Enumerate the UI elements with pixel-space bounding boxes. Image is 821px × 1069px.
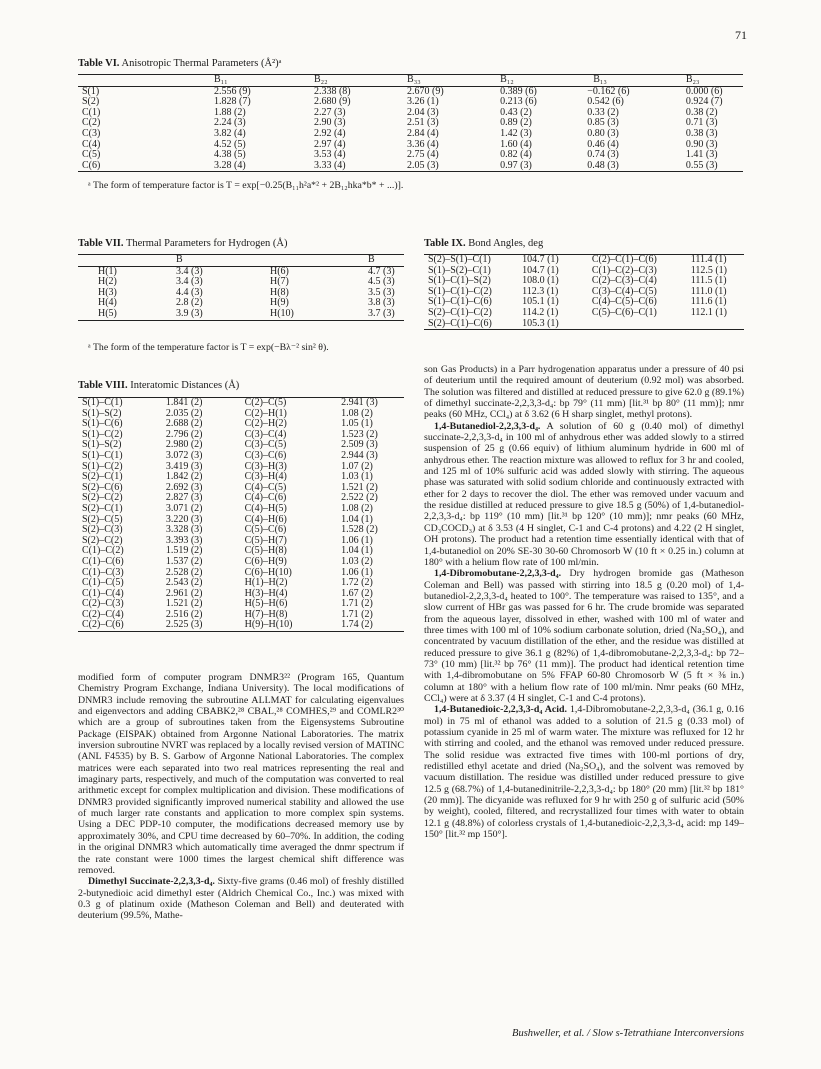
table-cell xyxy=(576,319,685,330)
table-cell: 2.961 (2) xyxy=(165,587,203,599)
table6-header: B₂₃ xyxy=(685,74,700,85)
table-cell: 111.5 (1) xyxy=(690,275,727,287)
table-cell: 104.7 (1) xyxy=(522,264,559,276)
table-cell: 111.0 (1) xyxy=(690,285,727,297)
table-cell: 2.543 (2) xyxy=(165,577,203,589)
table-cell: C(4) xyxy=(82,138,101,150)
table-row xyxy=(424,255,744,266)
table-row xyxy=(78,161,743,172)
table-cell: 1.03 (1) xyxy=(341,471,373,483)
table-cell: 2.338 (8) xyxy=(313,85,351,97)
table-cell: 0.43 (2) xyxy=(500,106,532,118)
table-cell: S(2)–C(1)–C(2) xyxy=(428,306,492,318)
table-cell: 104.7 (1) xyxy=(522,254,559,265)
table-row xyxy=(424,308,744,319)
table-cell: 0.85 (3) xyxy=(587,117,619,129)
table-cell: 0.97 (3) xyxy=(500,159,532,171)
table-cell: 3.4 (3) xyxy=(176,265,203,277)
table-cell: 0.71 (3) xyxy=(685,117,718,129)
table-cell: 1.42 (3) xyxy=(500,127,532,139)
paragraph-body: A solution of 60 g (0.40 mol) of dimethyl succinate-2,2,3,3-d₄ in 100 ml of anhydrous ether was added slowly to a stirred suspension of 25 g (0.66 equiv) of lithium aluminum hydride in 600 ml of anhydrous ether. The reaction mixture was allowed to reflux for 3 hr and cooled, and 125 ml of 10% sulfuric acid was added slowly with stirring. The aqueous phase was saturated with solid sodium chloride and continuously extracted with ether for 2 days to recover the diol. The ether was removed under vacuum and the residue distilled at reduced pressure to give 18.5 g (50%) of 1,4-butanediol-2,2,3,3-d₄: bp 119° (10 mm) [lit.³¹ bp 120° (10 mm)]; nmr peaks (60 MHz, CD₃COCD₃) at δ 3.53 (4 H singlet, C-1 and C-4 protons) and 4.22 (2 H singlet, OH protons). The product had a retention time essentially identical with that of 1,4-butanediol on 20% SE-30 30-60 Chromosorb W (10 ft × 0.25 in.) column at 180° with a helium flow rate of 100 ml/min. xyxy=(424,420,744,568)
table-cell: 4.38 (5) xyxy=(214,149,246,161)
table-cell: C(6)–H(9) xyxy=(244,555,287,567)
table-cell: 1.528 (2) xyxy=(341,524,378,536)
table-cell: C(1)–C(2)–C(3) xyxy=(591,264,657,276)
paragraph-body: Dry hydrogen bromide gas (Matheson Coleman and Bell) was passed with stirring into 18.5 g (0.20 mol) of 1,4-butanediol-2,2,3,3-d₄ heated to 100°. The temperature was raised to 135°, and a slow current of HBr gas was passed for 6 hr. The crude bromide was separated from the aqueous layer, dissolved in ether, washed with 100 ml of water and three times with 100 ml of 10% sodium carbonate solution, dried (Na₂SO₄), and concentrated by vacuum distillation of the ether, and the residue was distilled at reduced pressure to give 36.1 g (82%) of 1,4-dibromobutane-2,2,3,3-d₄: bp 72–73° (10 mm) [lit.³² bp 76° (11 mm)]. The product had identical retention time with 1,4-dibromobutane on 5% FFAP 60-80 Chromosorb W (5 ft × ⅜ in.) column at 180° with a helium flow rate of 100 ml/min. Nmr peaks (60 MHz, CCl₄) were at δ 3.37 (4 H singlet, C-1 and C-4 protons). xyxy=(424,568,744,704)
table-cell: 1.04 (1) xyxy=(341,545,373,557)
table-cell: 1.67 (2) xyxy=(341,587,373,599)
table-cell: S(1)–C(1)–S(2) xyxy=(428,275,491,287)
table-cell: 1.07 (2) xyxy=(341,460,373,472)
table-cell: 2.688 (2) xyxy=(165,418,203,430)
table-cell: 111.4 (1) xyxy=(690,254,727,265)
table-cell: 1.08 (2) xyxy=(341,502,373,514)
table-cell: S(2)–C(1)–C(6) xyxy=(428,317,492,329)
table-cell: C(2)–C(5) xyxy=(244,397,287,408)
table-cell: C(4)–H(6) xyxy=(244,513,287,525)
table-cell: C(1)–C(5) xyxy=(82,577,124,589)
table-cell: 1.521 (2) xyxy=(165,598,203,610)
table-cell: 3.36 (4) xyxy=(407,138,439,150)
table6-footnote: ᵃ The form of temperature factor is T = exp[−0.25(B₁₁h²a*² + 2B₁₂hka*b* + ...)]. xyxy=(88,180,404,191)
table-cell: 1.06 (1) xyxy=(341,566,373,578)
table-cell: S(1)–C(1) xyxy=(82,449,123,461)
table-cell: 2.84 (4) xyxy=(407,127,439,139)
table-cell: S(2)–C(2) xyxy=(82,534,123,546)
table-cell: C(3)–C(4)–C(5) xyxy=(591,285,657,297)
table-cell: 3.419 (3) xyxy=(165,460,203,472)
table-cell: 2.24 (3) xyxy=(214,117,246,129)
table6-body xyxy=(78,86,743,172)
table-cell: 1.60 (4) xyxy=(500,138,532,150)
table7-label: Table VII. xyxy=(78,238,124,249)
table-cell: 2.980 (2) xyxy=(165,439,203,451)
table-cell: 4.7 (3) xyxy=(368,265,395,277)
table-cell: 1.828 (7) xyxy=(214,96,251,108)
paragraph xyxy=(424,568,744,704)
table-row xyxy=(78,557,404,568)
table-cell: 3.8 (3) xyxy=(368,297,395,309)
table-cell: H(7) xyxy=(270,276,289,288)
table-cell: 0.74 (3) xyxy=(587,149,619,161)
table9-label: Table IX. xyxy=(424,238,466,249)
table-cell: H(1) xyxy=(98,265,117,277)
paragraph-body: Sixty-five grams (0.46 mol) of freshly distilled 2-butynedioic acid dimethyl ester (Aldrich Chemical Co., Inc.) was mixed with 0.3 g of platinum oxide (Matheson Coleman and Bell) and deuterated with deuterium (99.5%, Mathe- xyxy=(78,876,404,922)
table-cell: 3.82 (4) xyxy=(214,127,246,139)
table7-title xyxy=(78,238,288,249)
table-cell: C(3)–H(3) xyxy=(244,460,287,472)
table-cell: 3.220 (3) xyxy=(165,513,203,525)
table-cell: C(2) xyxy=(82,117,101,129)
table8-caption: Interatomic Distances (Å) xyxy=(130,380,240,391)
table-cell: S(1)–C(6) xyxy=(82,418,123,430)
table-cell: 2.827 (3) xyxy=(165,492,203,504)
table-cell: H(10) xyxy=(270,307,294,319)
table-cell: H(9) xyxy=(270,297,289,309)
table9-body xyxy=(424,255,744,330)
table-cell: 1.88 (2) xyxy=(214,106,246,118)
table-cell: C(6) xyxy=(82,159,101,171)
table7-header: B xyxy=(368,254,375,265)
table8-title xyxy=(78,380,239,391)
table-cell: 2.90 (3) xyxy=(313,117,346,129)
table-row xyxy=(78,277,404,288)
table-cell: 3.53 (4) xyxy=(313,149,346,161)
table-row xyxy=(78,288,404,299)
table8-body xyxy=(78,398,404,632)
table-cell: S(1)–C(1)–C(2) xyxy=(428,285,492,297)
table-cell: 2.516 (2) xyxy=(165,608,203,620)
table6-title xyxy=(78,58,282,69)
table6-label: Table VI. xyxy=(78,58,120,69)
table-cell: 4.52 (5) xyxy=(214,138,246,150)
table-cell: S(2)–C(5) xyxy=(82,513,123,525)
table-row xyxy=(78,309,404,320)
table-row xyxy=(78,298,404,309)
table6-header: B₁₃ xyxy=(593,74,607,85)
table-cell: 1.72 (2) xyxy=(341,577,373,589)
table-cell: H(8) xyxy=(270,286,289,298)
table-cell: 3.072 (3) xyxy=(165,449,203,461)
table-cell: 2.04 (3) xyxy=(407,106,439,118)
table7-footnote: ᵃ The form of the temperature factor is T = exp(−Bλ⁻² sin² θ). xyxy=(88,342,329,353)
table-cell: −0.162 (6) xyxy=(587,85,630,97)
table-cell: C(3)–C(5) xyxy=(244,439,287,451)
table-cell: 0.924 (7) xyxy=(685,96,723,108)
table-cell xyxy=(685,319,744,330)
table-cell: C(2)–C(1)–C(6) xyxy=(591,254,657,265)
table-cell: 2.941 (3) xyxy=(341,397,378,408)
table-cell: 0.38 (2) xyxy=(685,106,718,118)
table-cell: 0.80 (3) xyxy=(587,127,619,139)
table-cell: 0.82 (4) xyxy=(500,149,532,161)
table-cell: 2.670 (9) xyxy=(407,85,444,97)
table-cell: 108.0 (1) xyxy=(522,275,559,287)
table-cell: C(2)–C(4) xyxy=(82,608,124,620)
paragraph-heading: 1,4-Butanediol-2,2,3,3-d₄. xyxy=(434,420,541,432)
table-row xyxy=(424,319,744,330)
table-cell: 1.519 (2) xyxy=(165,545,203,557)
paragraph-body: 1,4-Dibromobutane-2,2,3,3-d₄ (36.1 g, 0.16 mol) in 75 ml of ethanol was added to a solution of 21.5 g (0.33 mol) of potassium cyanide in 25 ml of warm water. The mixture was refluxed for 12 hr with stirring and cooled, and the ethanol was removed under reduced pressure. The solid residue was extracted five times with 100-ml portions of dry, redistilled ethyl acetate and dried (Na₂SO₄), and the solvent was removed by vacuum distillation. The residue was distilled under reduced pressure to give 12.5 g (68.7%) of 1,4-butanedinitrile-2,2,3,3-d₄: bp 180° (20 mm) [lit.³² bp 181° (20 mm)]. The dicyanide was refluxed for 9 hr with 250 g of sulfuric acid (50% by weight), cooled, filtered, and recrystallized four times with water to obtain 12.1 g (48.8%) of colorless crystals of 1,4-butanedioic-2,2,3,3-d₄ acid: mp 149–150° [lit.³² mp 150°]. xyxy=(424,704,744,841)
table-cell: 3.5 (3) xyxy=(368,286,395,298)
table-cell: C(4)–C(5) xyxy=(244,481,287,493)
table-cell: C(6)–H(10) xyxy=(244,566,292,578)
table9-caption: Bond Angles, deg xyxy=(468,238,544,249)
table-cell: C(2)–H(2) xyxy=(244,418,287,430)
table-cell: 1.842 (2) xyxy=(165,471,203,483)
table-cell: C(1)–C(3) xyxy=(82,566,124,578)
table-cell: S(2)–C(2) xyxy=(82,492,123,504)
table-cell: 0.90 (3) xyxy=(685,138,718,150)
table-cell: S(1)–C(2) xyxy=(82,460,123,472)
table-cell: 3.393 (3) xyxy=(165,534,203,546)
table-cell: C(5)–H(8) xyxy=(244,545,287,557)
table-cell: 0.213 (6) xyxy=(500,96,537,108)
table-cell: 2.05 (3) xyxy=(407,159,439,171)
table-row xyxy=(78,451,404,462)
running-footer: Bushweller, et al. / Slow s-Tetrathiane Interconversions xyxy=(512,1028,744,1039)
table-cell: C(2)–H(1) xyxy=(244,407,287,419)
table7-header-row xyxy=(78,255,404,267)
table-cell: 3.4 (3) xyxy=(176,276,203,288)
page-number: 71 xyxy=(735,28,747,42)
table-cell: 1.05 (1) xyxy=(341,418,373,430)
paragraph-heading: 1,4-Butanedioic-2,2,3,3-d₄ Acid. xyxy=(434,704,567,716)
table-cell: S(2)–C(3) xyxy=(82,524,123,536)
table9-title xyxy=(424,238,543,249)
table-cell: 1.841 (2) xyxy=(165,397,203,408)
table-cell: C(4)–C(6) xyxy=(244,492,287,504)
table-cell: C(5)–H(7) xyxy=(244,534,287,546)
table-cell: 0.46 (4) xyxy=(587,138,619,150)
table-cell: H(5) xyxy=(98,307,117,319)
table-cell: C(4)–H(5) xyxy=(244,502,287,514)
table-cell: 4.4 (3) xyxy=(176,286,203,298)
table6-header xyxy=(78,75,146,87)
table-cell: C(2)–C(6) xyxy=(82,619,124,631)
table-cell: S(1)–S(2)–C(1) xyxy=(428,264,491,276)
table-cell: S(2) xyxy=(82,96,100,108)
table-cell: 0.33 (2) xyxy=(587,106,619,118)
table-cell: 0.48 (3) xyxy=(587,159,619,171)
table6-header: B₂₂ xyxy=(313,74,328,85)
table-cell: 3.9 (3) xyxy=(176,307,203,319)
table-cell: S(1)–S(2) xyxy=(82,439,122,451)
table-cell: 0.389 (6) xyxy=(500,85,537,97)
table-cell: 3.7 (3) xyxy=(368,307,395,319)
table-cell: C(4)–C(5)–C(6) xyxy=(591,296,657,308)
table-cell: 3.33 (4) xyxy=(313,159,346,171)
table-cell: 2.796 (2) xyxy=(165,428,203,440)
paragraph-heading: Dimethyl Succinate-2,2,3,3-d₄. xyxy=(88,876,215,888)
table-cell: 1.74 (2) xyxy=(341,619,373,631)
table6-header: B₁₁ xyxy=(214,74,228,85)
table-cell: 2.944 (3) xyxy=(341,449,378,461)
table-row xyxy=(78,129,743,140)
table-cell: 3.26 (1) xyxy=(407,96,439,108)
table-cell: C(5) xyxy=(82,149,101,161)
table-cell: H(4) xyxy=(98,297,117,309)
table-cell: 0.000 (6) xyxy=(685,85,723,97)
table-cell: 112.5 (1) xyxy=(690,264,727,276)
table-row xyxy=(78,504,404,515)
table6-caption: Anisotropic Thermal Parameters (Å²)ᵃ xyxy=(121,58,282,69)
paragraph: son Gas Products) in a Parr hydrogenation apparatus under a pressure of 40 psi of deuterium until the required amount of deuterium (0.92 mol) was absorbed. The solution was filtered and distilled at reduced pressure to give 62.0 g (89.1%) of dimethyl succinate-2,2,3,3-d₄: bp 79° (11 mm) [lit.³¹ bp 80° (11 mm)]; nmr peaks (60 MHz, CCl₄) at δ 3.62 (6 H sharp singlet, methyl protons). xyxy=(424,364,744,421)
table6-header-row xyxy=(78,75,743,87)
table-cell: 2.528 (2) xyxy=(165,566,203,578)
table-cell: 2.522 (2) xyxy=(341,492,378,504)
table-cell: 111.6 (1) xyxy=(690,296,727,308)
table-cell: C(1)–C(6) xyxy=(82,555,124,567)
table6-header: B₁₂ xyxy=(500,74,514,85)
table-cell: 0.55 (3) xyxy=(685,159,718,171)
table-cell: 2.509 (3) xyxy=(341,439,378,451)
table-cell: H(2) xyxy=(98,276,117,288)
table-cell: C(1)–C(2) xyxy=(82,545,124,557)
table-cell: 1.08 (2) xyxy=(341,407,373,419)
table-cell: 2.97 (4) xyxy=(313,138,346,150)
table7 xyxy=(78,254,404,321)
table-cell: 1.523 (2) xyxy=(341,428,378,440)
paragraph: modified form of computer program DNMR3²² (Program 165, Quantum Chemistry Program Exchange, Indiana University). The local modifications of DNMR3 include removing the subroutine ALLMAT for calculating eigenvalues and eigenvectors and adding CBABK2,²⁸ CBAL,²⁸ COMHES,²⁹ and COMLR2³⁰ which are a group of subroutines taken from the Eigensystems Subroutine Package (EISPAK) obtained from Argonne National Laboratories. The matrix inversion subroutine NVRT was replaced by a locally revised version of MATINC (ANL F4535) by B. S. Garbow of Argonne National Laboratories. The complex matrices were each separated into two real matrices representing the real and imaginary parts, respectively, and much of the computation was converted to real arithmetic except for complex multiplication and division. These modifications of DNMR3 provided significantly improved numerical stability and allowed the use of much larger rate constants and application to more complex spin systems. Using a DEC PDP-10 computer, the modifications decreased memory use by approximately 30%, and CPU time decreased by 60–70%. In addition, the coding in the original DNMR3 which automatically time averaged the dnmr spectrum if the rate constant were 1000 times the largest chemical shift difference was removed. xyxy=(78,672,404,876)
table-row xyxy=(78,398,404,409)
table-cell: 2.75 (4) xyxy=(407,149,439,161)
table-row xyxy=(78,266,404,277)
table-cell: 0.38 (3) xyxy=(685,127,718,139)
table-cell: C(2)–C(3)–C(4) xyxy=(591,275,657,287)
table6 xyxy=(78,74,743,172)
table7-header: B xyxy=(176,254,183,265)
table-cell: S(2)–S(1)–C(1) xyxy=(428,254,491,265)
table-cell: 105.3 (1) xyxy=(522,317,559,329)
table-cell: 1.03 (2) xyxy=(341,555,373,567)
paragraph xyxy=(424,704,744,840)
table9 xyxy=(424,254,744,330)
table-cell: C(2)–C(3) xyxy=(82,598,124,610)
table-cell: C(3)–C(6) xyxy=(244,449,287,461)
table-cell: 1.06 (1) xyxy=(341,534,373,546)
table-cell: 2.51 (3) xyxy=(407,117,439,129)
table-cell: S(2)–C(1) xyxy=(82,502,123,514)
paragraph xyxy=(424,421,744,568)
table-cell: S(2)–C(1) xyxy=(82,471,123,483)
table7-caption: Thermal Parameters for Hydrogen (Å) xyxy=(125,238,288,249)
table-cell: H(7)–H(8) xyxy=(244,608,288,620)
table8 xyxy=(78,397,404,632)
paragraph xyxy=(78,876,404,921)
table-cell: 1.71 (2) xyxy=(341,598,373,610)
table-cell: 112.3 (1) xyxy=(522,285,559,297)
table-cell: H(5)–H(6) xyxy=(244,598,288,610)
table-cell: H(3) xyxy=(98,286,117,298)
table-cell: 0.89 (2) xyxy=(500,117,532,129)
table-cell: 2.035 (2) xyxy=(165,407,203,419)
table-cell: 3.28 (4) xyxy=(214,159,246,171)
table-cell: H(3)–H(4) xyxy=(244,587,288,599)
table-cell: 1.521 (2) xyxy=(341,481,378,493)
paragraph-heading: 1,4-Dibromobutane-2,2,3,3-d₄. xyxy=(434,568,562,580)
table-cell: 3.328 (3) xyxy=(165,524,203,536)
left-column-text xyxy=(78,672,404,922)
table8-label: Table VIII. xyxy=(78,380,128,391)
table-cell: C(1)–C(4) xyxy=(82,587,124,599)
table-cell: S(1) xyxy=(82,85,100,97)
table-cell: C(3)–H(4) xyxy=(244,471,287,483)
table7-body xyxy=(78,266,404,320)
table-cell: S(1)–S(2) xyxy=(82,407,122,419)
table-cell: 2.92 (4) xyxy=(313,127,346,139)
table-cell: 1.537 (2) xyxy=(165,555,203,567)
table-cell: 4.5 (3) xyxy=(368,276,395,288)
table-cell: H(9)–H(10) xyxy=(244,619,293,631)
table-cell: C(1) xyxy=(82,106,101,118)
table7-header xyxy=(78,255,156,267)
table-cell: 2.680 (9) xyxy=(313,96,351,108)
right-column-text xyxy=(424,364,744,840)
table-cell: C(5)–C(6)–C(1) xyxy=(591,306,657,318)
table-cell: C(3) xyxy=(82,127,101,139)
table-cell: H(6) xyxy=(270,265,289,277)
table-cell: 114.2 (1) xyxy=(522,306,559,318)
table-cell: 1.71 (2) xyxy=(341,608,373,620)
table-cell: C(3)–C(4) xyxy=(244,428,287,440)
table-cell: 2.556 (9) xyxy=(214,85,251,97)
table7-header xyxy=(270,255,338,267)
table-cell: C(5)–C(6) xyxy=(244,524,287,536)
table-cell: 112.1 (1) xyxy=(690,306,727,318)
table-cell: 2.8 (2) xyxy=(176,297,203,309)
table-row xyxy=(78,620,404,631)
table-cell: 2.525 (3) xyxy=(165,619,203,631)
table-cell: 2.27 (3) xyxy=(313,106,346,118)
table-cell: 3.071 (2) xyxy=(165,502,203,514)
table-cell: S(1)–C(2) xyxy=(82,428,123,440)
table-cell: 2.692 (3) xyxy=(165,481,203,493)
table-cell: 1.04 (1) xyxy=(341,513,373,525)
table-cell: S(1)–C(1)–C(6) xyxy=(428,296,492,308)
table-cell: 105.1 (1) xyxy=(522,296,559,308)
table-cell: 0.542 (6) xyxy=(587,96,624,108)
table-cell: S(1)–C(1) xyxy=(82,397,123,408)
table6-header: B₃₃ xyxy=(407,74,421,85)
table-cell: S(2)–C(6) xyxy=(82,481,123,493)
table-cell: 1.41 (3) xyxy=(685,149,718,161)
table-cell: H(1)–H(2) xyxy=(244,577,288,589)
